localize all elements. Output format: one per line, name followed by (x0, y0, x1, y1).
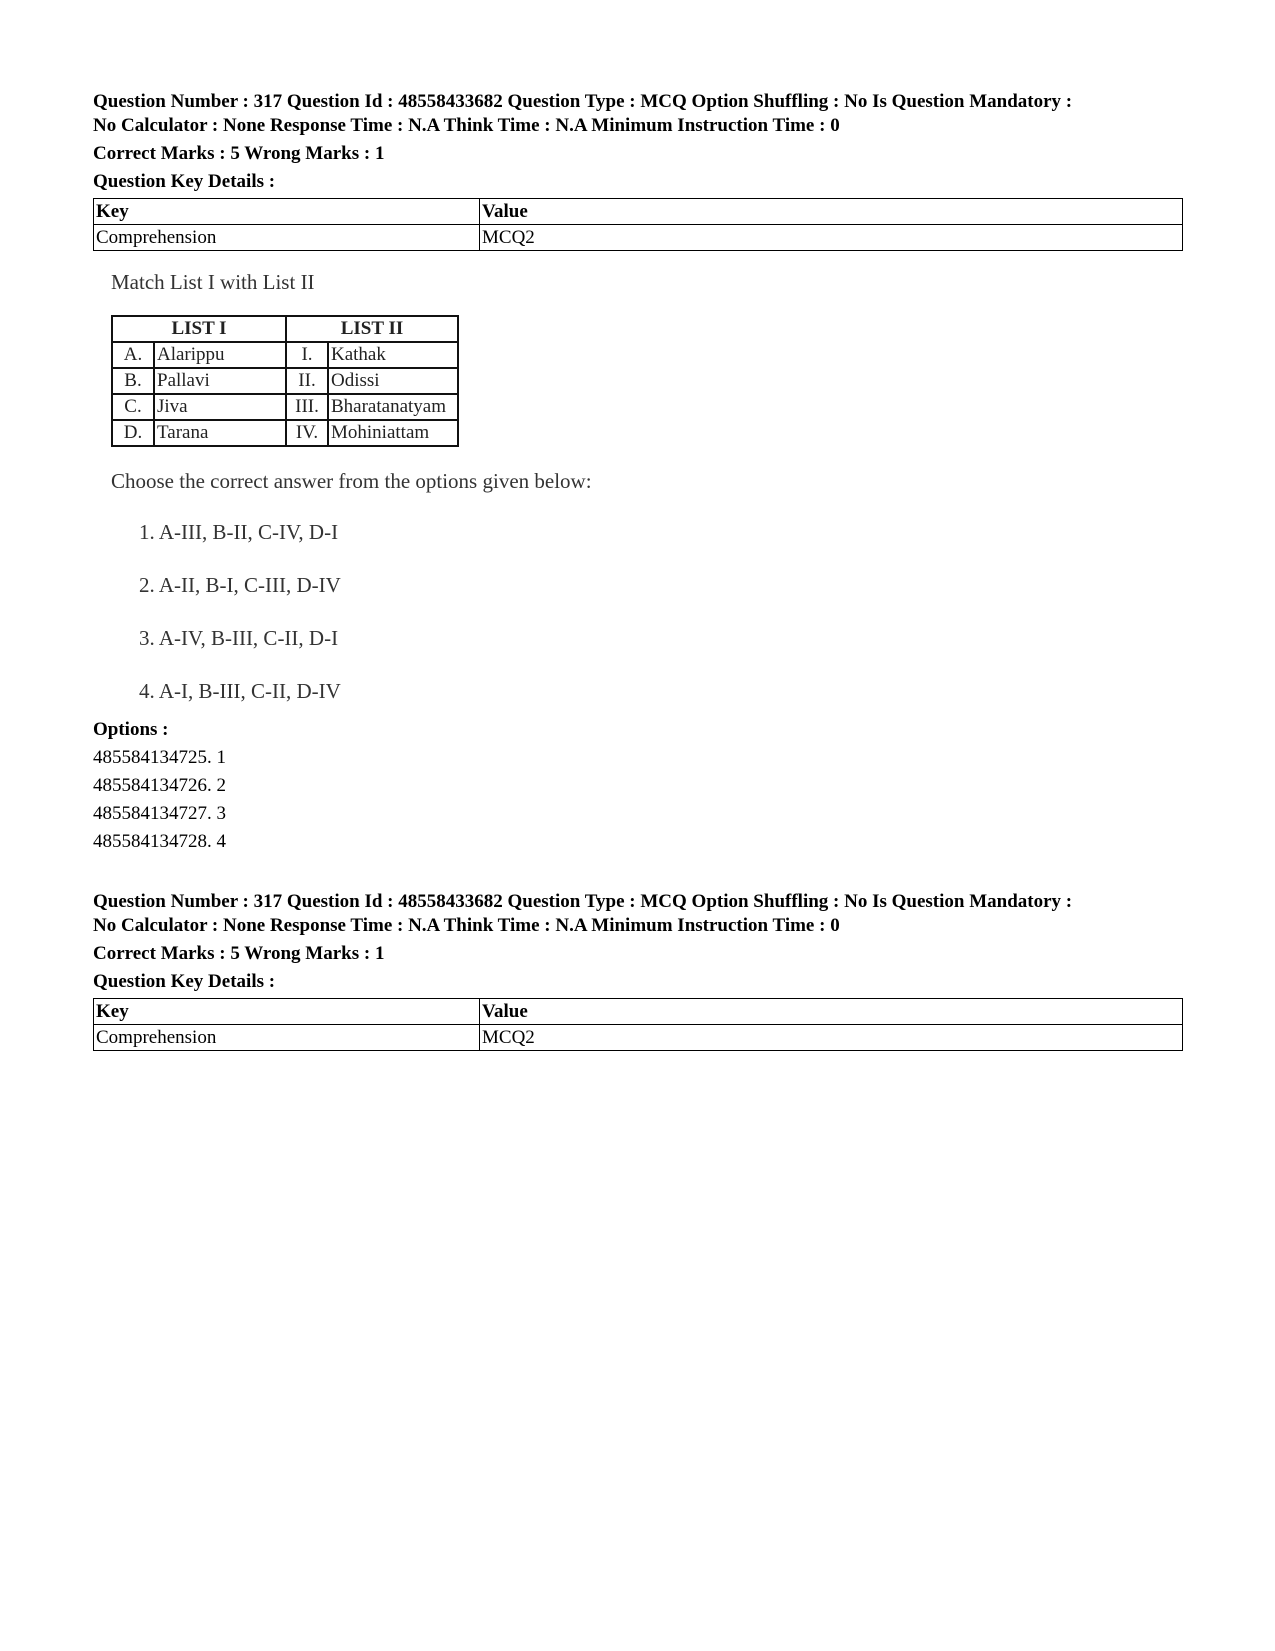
marks-line: Correct Marks : 5 Wrong Marks : 1 (93, 143, 385, 164)
question-meta-line-2: No Calculator : None Response Time : N.A Think Time : N.A Minimum Instruction Time : 0 (93, 115, 840, 136)
table-header-row (94, 199, 1183, 225)
table-header-key: Key (94, 199, 480, 225)
list2-label: IV. (286, 420, 328, 446)
list1-label: B. (112, 368, 154, 394)
table-cell-key: Comprehension (94, 1025, 480, 1051)
marks-line: Correct Marks : 5 Wrong Marks : 1 (93, 943, 385, 964)
question-meta-line-1: Question Number : 317 Question Id : 48558433682 Question Type : MCQ Option Shuffling : No Is Question Mandatory : (93, 91, 1073, 112)
question-meta-line-1: Question Number : 317 Question Id : 48558433682 Question Type : MCQ Option Shuffling : No Is Question Mandatory : (93, 891, 1073, 912)
option-item: 485584134726. 2 (93, 775, 226, 796)
option-item: 485584134728. 4 (93, 831, 226, 852)
list2-value: Odissi (328, 368, 458, 394)
answer-choice: 1. A-III, B-II, C-IV, D-I (139, 520, 339, 544)
list2-label: I. (286, 342, 328, 368)
options-label: Options : (93, 719, 169, 740)
list2-value: Mohiniattam (328, 420, 458, 446)
list1-label: D. (112, 420, 154, 446)
table-header-row (94, 999, 1183, 1025)
answer-choice: 2. A-II, B-I, C-III, D-IV (139, 573, 341, 597)
list2-label: II. (286, 368, 328, 394)
key-details-table (93, 198, 1183, 251)
question-content (111, 268, 671, 730)
question-meta-line-2: No Calculator : None Response Time : N.A Think Time : N.A Minimum Instruction Time : 0 (93, 915, 840, 936)
table-cell-value: MCQ2 (480, 1025, 1183, 1051)
list1-value: Alarippu (154, 342, 286, 368)
options-section (93, 718, 1183, 854)
table-header-value: Value (480, 999, 1183, 1025)
key-details-label: Question Key Details : (93, 171, 276, 192)
question-block-1 (93, 90, 1183, 251)
table-header-value: Value (480, 199, 1183, 225)
match-list-table (111, 315, 459, 447)
choose-instruction: Choose the correct answer from the options given below: (111, 469, 592, 493)
match-table-row (112, 394, 458, 420)
match-table-row (112, 368, 458, 394)
list1-label: C. (112, 394, 154, 420)
answer-choice: 3. A-IV, B-III, C-II, D-I (139, 626, 339, 650)
list1-header: LIST I (112, 316, 286, 342)
list2-header: LIST II (286, 316, 458, 342)
list2-label: III. (286, 394, 328, 420)
question-block-2 (93, 890, 1183, 1051)
option-item: 485584134725. 1 (93, 747, 226, 768)
key-details-table (93, 998, 1183, 1051)
key-details-label: Question Key Details : (93, 971, 276, 992)
match-table-header-row (112, 316, 458, 342)
option-item: 485584134727. 3 (93, 803, 226, 824)
table-cell-key: Comprehension (94, 225, 480, 251)
answer-choice: 4. A-I, B-III, C-II, D-IV (139, 679, 341, 703)
question-instruction: Match List I with List II (111, 270, 315, 294)
list1-label: A. (112, 342, 154, 368)
match-table-row (112, 342, 458, 368)
table-row (94, 225, 1183, 251)
table-row (94, 1025, 1183, 1051)
table-header-key: Key (94, 999, 480, 1025)
match-table-row (112, 420, 458, 446)
list2-value: Kathak (328, 342, 458, 368)
list1-value: Pallavi (154, 368, 286, 394)
list2-value: Bharatanatyam (328, 394, 458, 420)
list1-value: Tarana (154, 420, 286, 446)
list1-value: Jiva (154, 394, 286, 420)
table-cell-value: MCQ2 (480, 225, 1183, 251)
